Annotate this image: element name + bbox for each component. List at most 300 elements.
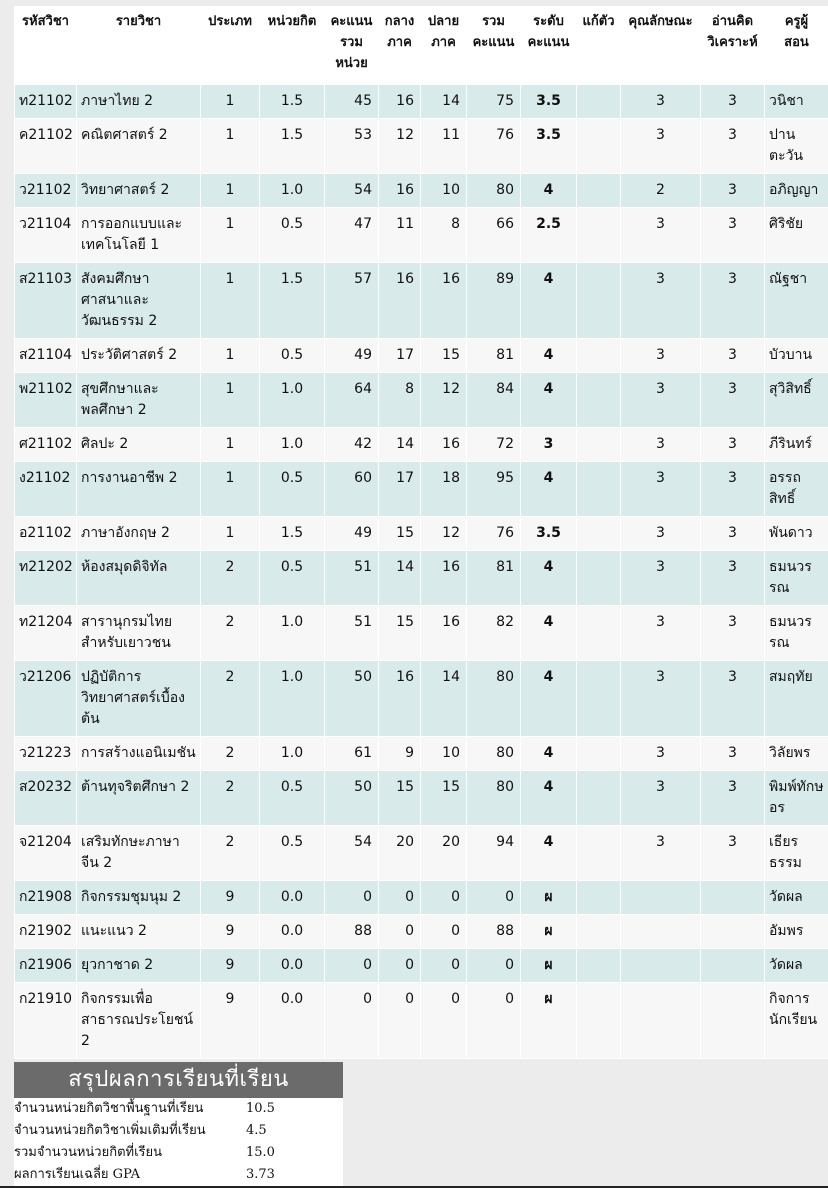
table-row — [15, 661, 828, 737]
table-row — [15, 263, 828, 339]
table-row — [15, 462, 828, 517]
cell-midterm: 17 — [379, 339, 421, 373]
cell-credits: 1.0 — [260, 174, 325, 208]
cell-grade: ผ — [521, 915, 577, 949]
cell-grade: 4 — [521, 174, 577, 208]
cell-teacher: บัวบาน — [765, 339, 828, 373]
cell-credits: 0.5 — [260, 208, 325, 263]
cell-retake — [577, 208, 621, 263]
cell-grade: 4 — [521, 826, 577, 881]
cell-attributes: 3 — [621, 339, 701, 373]
cell-teacher: อภิญญา — [765, 174, 828, 208]
cell-teacher: วิลัยพร — [765, 737, 828, 771]
header-row — [15, 7, 828, 85]
cell-retake — [577, 826, 621, 881]
cell-analytical-reading: 3 — [701, 737, 765, 771]
cell-analytical-reading: 3 — [701, 373, 765, 428]
cell-grade: 4 — [521, 339, 577, 373]
cell-midterm: 20 — [379, 826, 421, 881]
cell-unit-score: 54 — [325, 174, 379, 208]
cell-retake — [577, 771, 621, 826]
cell-retake — [577, 373, 621, 428]
summary-value: 15.0 — [246, 1145, 275, 1160]
table-row — [15, 983, 828, 1059]
cell-total-score: 75 — [467, 85, 521, 119]
cell-retake — [577, 263, 621, 339]
cell-code: จ21204 — [15, 826, 77, 881]
summary-label: รวมจำนวนหน่วยกิตที่เรียน — [14, 1145, 163, 1160]
cell-attributes: 3 — [621, 428, 701, 462]
cell-subject: ภาษาไทย 2 — [77, 85, 201, 119]
cell-final: 15 — [421, 771, 467, 826]
column-header-grade: ระดับ คะแนน — [521, 7, 577, 85]
summary-label: จำนวนหน่วยกิตวิชาเพิ่มเติมที่เรียน — [14, 1123, 206, 1138]
cell-attributes — [621, 881, 701, 915]
cell-unit-score: 47 — [325, 208, 379, 263]
cell-retake — [577, 174, 621, 208]
cell-retake — [577, 915, 621, 949]
cell-total-score: 84 — [467, 373, 521, 428]
cell-unit-score: 88 — [325, 915, 379, 949]
cell-grade: 3.5 — [521, 85, 577, 119]
cell-code: ท21202 — [15, 551, 77, 606]
cell-grade: 3 — [521, 428, 577, 462]
summary-value: 4.5 — [246, 1123, 267, 1138]
cell-teacher: ภีรินทร์ — [765, 428, 828, 462]
cell-final: 14 — [421, 661, 467, 737]
cell-midterm: 16 — [379, 85, 421, 119]
cell-attributes: 3 — [621, 771, 701, 826]
cell-total-score: 66 — [467, 208, 521, 263]
table-row — [15, 517, 828, 551]
cell-type: 1 — [201, 373, 260, 428]
cell-credits: 0.5 — [260, 462, 325, 517]
cell-subject: สังคมศึกษา ศาสนาและวัฒนธรรม 2 — [77, 263, 201, 339]
table-row — [15, 551, 828, 606]
cell-retake — [577, 428, 621, 462]
cell-subject: กิจกรรมเพื่อสาธารณประโยชน์ 2 — [77, 983, 201, 1059]
cell-teacher: วัดผล — [765, 881, 828, 915]
cell-final: 0 — [421, 983, 467, 1059]
summary-value: 10.5 — [246, 1101, 275, 1116]
cell-grade: 4 — [521, 606, 577, 661]
cell-analytical-reading — [701, 949, 765, 983]
summary-label: ผลการเรียนเฉลี่ย GPA — [14, 1167, 141, 1182]
cell-code: ก21902 — [15, 915, 77, 949]
cell-midterm: 0 — [379, 915, 421, 949]
cell-analytical-reading: 3 — [701, 85, 765, 119]
cell-teacher: สมฤทัย — [765, 661, 828, 737]
cell-credits: 0.0 — [260, 983, 325, 1059]
cell-teacher: สุวิสิทธิ์ — [765, 373, 828, 428]
table-row — [15, 826, 828, 881]
cell-teacher: ณัฐชา — [765, 263, 828, 339]
table-row — [15, 915, 828, 949]
cell-retake — [577, 983, 621, 1059]
cell-type: 2 — [201, 737, 260, 771]
cell-retake — [577, 949, 621, 983]
cell-credits: 1.0 — [260, 373, 325, 428]
cell-code: ว21102 — [15, 174, 77, 208]
cell-retake — [577, 606, 621, 661]
cell-total-score: 81 — [467, 339, 521, 373]
cell-attributes: 3 — [621, 85, 701, 119]
cell-analytical-reading — [701, 983, 765, 1059]
cell-total-score: 80 — [467, 771, 521, 826]
cell-credits: 1.0 — [260, 428, 325, 462]
summary-title: สรุปผลการเรียนที่เรียน — [14, 1062, 343, 1098]
cell-grade: 4 — [521, 737, 577, 771]
cell-credits: 1.0 — [260, 661, 325, 737]
cell-grade: ผ — [521, 881, 577, 915]
cell-subject: เสริมทักษะภาษาจีน 2 — [77, 826, 201, 881]
cell-final: 10 — [421, 174, 467, 208]
cell-grade: 2.5 — [521, 208, 577, 263]
column-header-unit-score: คะแนน รวม หน่วย — [325, 7, 379, 85]
cell-type: 2 — [201, 771, 260, 826]
cell-grade: ผ — [521, 949, 577, 983]
cell-analytical-reading: 3 — [701, 771, 765, 826]
table-row — [15, 339, 828, 373]
cell-final: 16 — [421, 263, 467, 339]
cell-subject: วิทยาศาสตร์ 2 — [77, 174, 201, 208]
cell-type: 1 — [201, 208, 260, 263]
cell-analytical-reading: 3 — [701, 263, 765, 339]
cell-attributes: 3 — [621, 737, 701, 771]
cell-credits: 0.5 — [260, 339, 325, 373]
cell-grade: 4 — [521, 263, 577, 339]
column-header-attributes: คุณลักษณะ — [621, 7, 701, 85]
table-row — [15, 881, 828, 915]
cell-subject: แนะแนว 2 — [77, 915, 201, 949]
cell-grade: 3.5 — [521, 119, 577, 174]
cell-type: 9 — [201, 949, 260, 983]
cell-final: 15 — [421, 339, 467, 373]
cell-total-score: 80 — [467, 174, 521, 208]
cell-retake — [577, 737, 621, 771]
cell-midterm: 15 — [379, 606, 421, 661]
cell-total-score: 89 — [467, 263, 521, 339]
cell-unit-score: 53 — [325, 119, 379, 174]
cell-subject: ประวัติศาสตร์ 2 — [77, 339, 201, 373]
cell-type: 1 — [201, 428, 260, 462]
cell-type: 9 — [201, 881, 260, 915]
column-header-midterm: กลาง ภาค — [379, 7, 421, 85]
cell-type: 2 — [201, 606, 260, 661]
cell-unit-score: 60 — [325, 462, 379, 517]
cell-final: 16 — [421, 606, 467, 661]
cell-final: 0 — [421, 915, 467, 949]
cell-subject: สารานุกรมไทยสำหรับเยาวชน — [77, 606, 201, 661]
cell-teacher: พิมพ์ทักษอร — [765, 771, 828, 826]
cell-type: 1 — [201, 339, 260, 373]
cell-type: 1 — [201, 517, 260, 551]
cell-midterm: 16 — [379, 174, 421, 208]
cell-midterm: 0 — [379, 949, 421, 983]
cell-retake — [577, 462, 621, 517]
cell-analytical-reading: 3 — [701, 462, 765, 517]
cell-code: ก21906 — [15, 949, 77, 983]
cell-attributes: 3 — [621, 119, 701, 174]
table-row — [15, 174, 828, 208]
cell-code: ศ21102 — [15, 428, 77, 462]
cell-midterm: 17 — [379, 462, 421, 517]
cell-total-score: 94 — [467, 826, 521, 881]
cell-total-score: 95 — [467, 462, 521, 517]
table-header — [15, 7, 828, 85]
cell-unit-score: 49 — [325, 339, 379, 373]
cell-midterm: 11 — [379, 208, 421, 263]
cell-attributes: 3 — [621, 462, 701, 517]
cell-subject: ต้านทุจริตศึกษา 2 — [77, 771, 201, 826]
cell-credits: 0.0 — [260, 949, 325, 983]
cell-midterm: 14 — [379, 551, 421, 606]
cell-credits: 1.5 — [260, 119, 325, 174]
cell-unit-score: 51 — [325, 606, 379, 661]
cell-subject: การงานอาชีพ 2 — [77, 462, 201, 517]
cell-final: 0 — [421, 881, 467, 915]
cell-credits: 1.5 — [260, 85, 325, 119]
cell-midterm: 15 — [379, 771, 421, 826]
cell-unit-score: 64 — [325, 373, 379, 428]
cell-code: ก21910 — [15, 983, 77, 1059]
cell-attributes — [621, 949, 701, 983]
table-row — [15, 85, 828, 119]
table-row — [15, 428, 828, 462]
cell-attributes: 3 — [621, 263, 701, 339]
table-body — [15, 85, 828, 1059]
cell-total-score: 80 — [467, 737, 521, 771]
table-row — [15, 737, 828, 771]
cell-total-score: 80 — [467, 661, 521, 737]
cell-type: 9 — [201, 915, 260, 949]
cell-subject: ปฏิบัติการวิทยาศาสตร์เบื้องต้น — [77, 661, 201, 737]
cell-teacher: ปานตะวัน — [765, 119, 828, 174]
cell-code: ท21204 — [15, 606, 77, 661]
summary-row — [14, 1098, 343, 1120]
cell-final: 8 — [421, 208, 467, 263]
cell-unit-score: 49 — [325, 517, 379, 551]
cell-final: 0 — [421, 949, 467, 983]
column-header-code: รหัสวิชา — [15, 7, 77, 85]
cell-final: 16 — [421, 428, 467, 462]
cell-unit-score: 42 — [325, 428, 379, 462]
cell-type: 2 — [201, 551, 260, 606]
cell-attributes: 3 — [621, 208, 701, 263]
cell-attributes: 3 — [621, 551, 701, 606]
grades-table — [14, 6, 828, 1059]
column-header-credits: หน่วยกิต — [260, 7, 325, 85]
cell-unit-score: 45 — [325, 85, 379, 119]
cell-credits: 0.5 — [260, 551, 325, 606]
cell-teacher: อัมพร — [765, 915, 828, 949]
cell-analytical-reading: 3 — [701, 551, 765, 606]
cell-midterm: 12 — [379, 119, 421, 174]
cell-credits: 1.5 — [260, 263, 325, 339]
cell-teacher: เธียรธรรม — [765, 826, 828, 881]
cell-final: 14 — [421, 85, 467, 119]
cell-analytical-reading: 3 — [701, 826, 765, 881]
cell-subject: ภาษาอังกฤษ 2 — [77, 517, 201, 551]
cell-attributes: 3 — [621, 517, 701, 551]
cell-unit-score: 0 — [325, 949, 379, 983]
cell-grade: ผ — [521, 983, 577, 1059]
table-row — [15, 119, 828, 174]
cell-midterm: 15 — [379, 517, 421, 551]
cell-code: ค21102 — [15, 119, 77, 174]
cell-subject: สุขศึกษาและพลศึกษา 2 — [77, 373, 201, 428]
column-header-retake: แก้ตัว — [577, 7, 621, 85]
cell-teacher: วัดผล — [765, 949, 828, 983]
cell-teacher: ธมนวรรณ — [765, 551, 828, 606]
table-row — [15, 949, 828, 983]
cell-attributes — [621, 915, 701, 949]
cell-total-score: 82 — [467, 606, 521, 661]
cell-type: 1 — [201, 462, 260, 517]
cell-credits: 1.5 — [260, 517, 325, 551]
cell-code: ว21104 — [15, 208, 77, 263]
column-header-type: ประเภท — [201, 7, 260, 85]
cell-credits: 1.0 — [260, 737, 325, 771]
cell-unit-score: 61 — [325, 737, 379, 771]
cell-final: 11 — [421, 119, 467, 174]
summary-row — [14, 1120, 343, 1142]
summary-table — [14, 1098, 343, 1186]
cell-final: 20 — [421, 826, 467, 881]
cell-retake — [577, 661, 621, 737]
cell-grade: 4 — [521, 373, 577, 428]
cell-total-score: 76 — [467, 119, 521, 174]
cell-retake — [577, 517, 621, 551]
cell-retake — [577, 119, 621, 174]
cell-teacher: กิจการนักเรียน — [765, 983, 828, 1059]
column-header-final: ปลาย ภาค — [421, 7, 467, 85]
summary-value: 3.73 — [246, 1167, 275, 1182]
cell-teacher: ธมนวรรณ — [765, 606, 828, 661]
summary-row — [14, 1164, 343, 1186]
table-row — [15, 771, 828, 826]
cell-attributes: 3 — [621, 661, 701, 737]
cell-code: พ21102 — [15, 373, 77, 428]
cell-final: 12 — [421, 517, 467, 551]
cell-teacher: อรรถสิทธิ์ — [765, 462, 828, 517]
cell-subject: การสร้างแอนิเมชัน — [77, 737, 201, 771]
cell-total-score: 81 — [467, 551, 521, 606]
cell-midterm: 9 — [379, 737, 421, 771]
column-header-subject: รายวิชา — [77, 7, 201, 85]
cell-analytical-reading — [701, 915, 765, 949]
cell-retake — [577, 339, 621, 373]
cell-total-score: 88 — [467, 915, 521, 949]
cell-final: 12 — [421, 373, 467, 428]
column-header-total-score: รวม คะแนน — [467, 7, 521, 85]
cell-type: 2 — [201, 826, 260, 881]
cell-total-score: 72 — [467, 428, 521, 462]
cell-analytical-reading — [701, 881, 765, 915]
table-row — [15, 208, 828, 263]
cell-credits: 1.0 — [260, 606, 325, 661]
cell-type: 1 — [201, 263, 260, 339]
cell-type: 1 — [201, 174, 260, 208]
cell-retake — [577, 881, 621, 915]
cell-unit-score: 50 — [325, 771, 379, 826]
cell-subject: การออกแบบและเทคโนโลยี 1 — [77, 208, 201, 263]
cell-credits: 0.5 — [260, 771, 325, 826]
column-header-analytical-reading: อ่านคิด วิเคราะห์ — [701, 7, 765, 85]
cell-code: ส20232 — [15, 771, 77, 826]
cell-grade: 3.5 — [521, 517, 577, 551]
cell-analytical-reading: 3 — [701, 339, 765, 373]
cell-type: 2 — [201, 661, 260, 737]
cell-analytical-reading: 3 — [701, 606, 765, 661]
cell-total-score: 0 — [467, 881, 521, 915]
cell-midterm: 16 — [379, 263, 421, 339]
cell-credits: 0.0 — [260, 881, 325, 915]
cell-type: 1 — [201, 119, 260, 174]
cell-code: อ21102 — [15, 517, 77, 551]
cell-subject: ห้องสมุดดิจิทัล — [77, 551, 201, 606]
cell-subject: ศิลปะ 2 — [77, 428, 201, 462]
cell-grade: 4 — [521, 661, 577, 737]
cell-unit-score: 57 — [325, 263, 379, 339]
cell-attributes: 3 — [621, 606, 701, 661]
cell-retake — [577, 85, 621, 119]
cell-subject: คณิตศาสตร์ 2 — [77, 119, 201, 174]
cell-credits: 0.0 — [260, 915, 325, 949]
cell-teacher: พันดาว — [765, 517, 828, 551]
cell-analytical-reading: 3 — [701, 119, 765, 174]
cell-retake — [577, 551, 621, 606]
cell-code: ส21104 — [15, 339, 77, 373]
cell-grade: 4 — [521, 771, 577, 826]
table-row — [15, 606, 828, 661]
cell-final: 16 — [421, 551, 467, 606]
cell-analytical-reading: 3 — [701, 428, 765, 462]
cell-code: ว21206 — [15, 661, 77, 737]
cell-final: 10 — [421, 737, 467, 771]
cell-grade: 4 — [521, 551, 577, 606]
table-row — [15, 373, 828, 428]
cell-unit-score: 0 — [325, 881, 379, 915]
cell-type: 9 — [201, 983, 260, 1059]
cell-teacher: วนิชา — [765, 85, 828, 119]
cell-code: ท21102 — [15, 85, 77, 119]
cell-teacher: ศิริชัย — [765, 208, 828, 263]
cell-analytical-reading: 3 — [701, 517, 765, 551]
column-header-teacher: ครูผู้ สอน — [765, 7, 828, 85]
cell-subject: กิจกรรมชุมนุม 2 — [77, 881, 201, 915]
cell-attributes: 3 — [621, 373, 701, 428]
cell-midterm: 8 — [379, 373, 421, 428]
cell-type: 1 — [201, 85, 260, 119]
summary-row — [14, 1142, 343, 1164]
cell-total-score: 0 — [467, 949, 521, 983]
cell-code: ง21102 — [15, 462, 77, 517]
cell-analytical-reading: 3 — [701, 661, 765, 737]
cell-analytical-reading: 3 — [701, 208, 765, 263]
cell-credits: 0.5 — [260, 826, 325, 881]
cell-subject: ยุวกาชาด 2 — [77, 949, 201, 983]
cell-final: 18 — [421, 462, 467, 517]
cell-unit-score: 0 — [325, 983, 379, 1059]
cell-midterm: 14 — [379, 428, 421, 462]
cell-attributes: 3 — [621, 826, 701, 881]
cell-unit-score: 51 — [325, 551, 379, 606]
cell-total-score: 76 — [467, 517, 521, 551]
cell-attributes: 2 — [621, 174, 701, 208]
cell-midterm: 16 — [379, 661, 421, 737]
summary-panel — [14, 1062, 343, 1186]
